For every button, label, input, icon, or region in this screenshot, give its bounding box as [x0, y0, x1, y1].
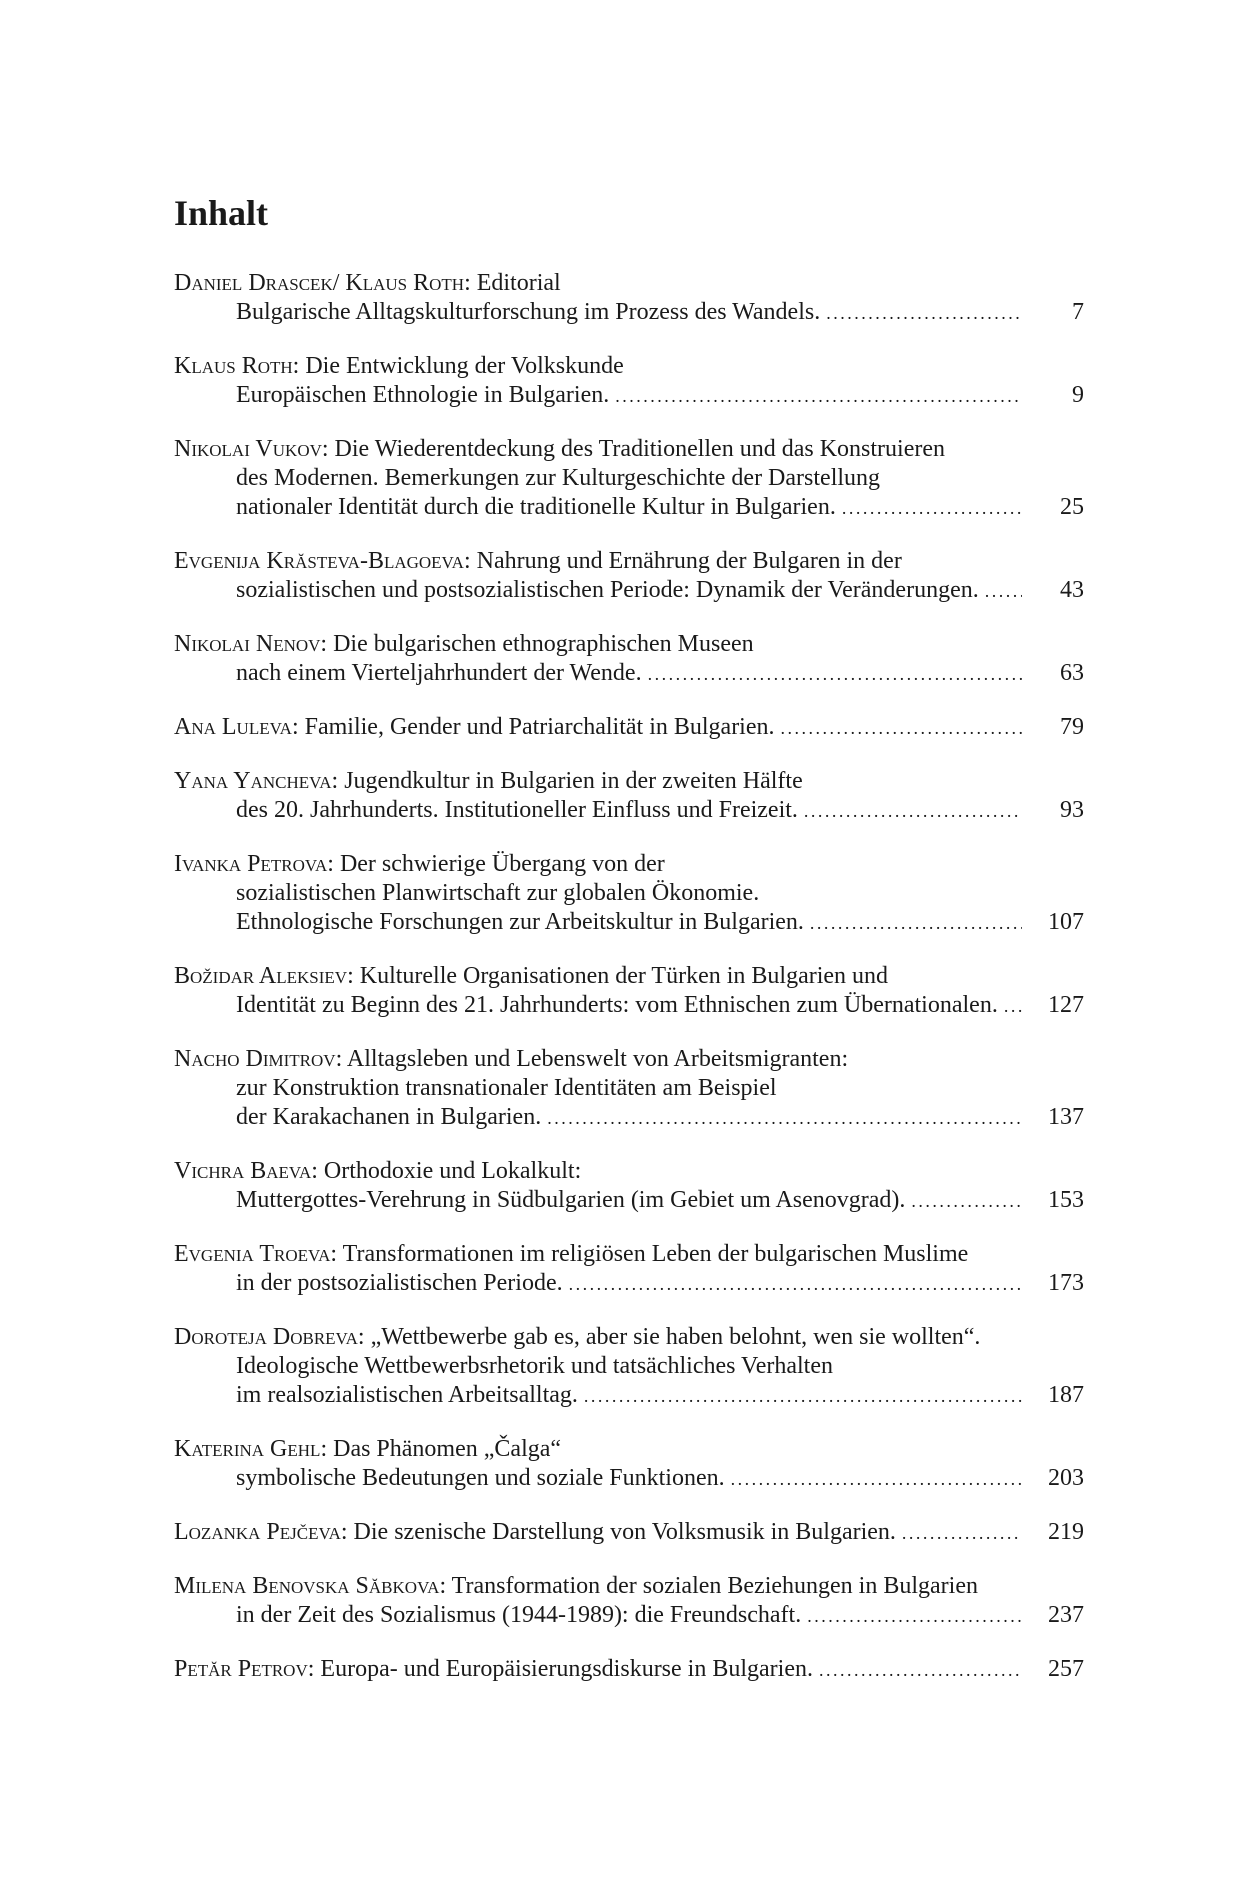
entry-title-line: in der postsozialistischen Periode. — [236, 1270, 563, 1296]
page-number: 25 — [1060, 494, 1084, 520]
entry-title-line: Muttergottes-Verehrung in Südbulgarien (im Gebiet um Asenovgrad). — [236, 1187, 906, 1213]
entry-author: Ivanka Petrova — [174, 851, 328, 877]
entry-title-line: des Modernen. Bemerkungen zur Kulturgeschichte der Darstellung — [236, 465, 881, 491]
dot-leader — [781, 714, 1023, 743]
entry-author: Yana Yancheva — [174, 768, 332, 794]
page-number: 237 — [1048, 1602, 1084, 1628]
page-number: 203 — [1048, 1465, 1084, 1491]
toc-list — [174, 269, 1094, 1685]
toc-entry — [174, 630, 1094, 689]
entry-author: Doroteja Dobreva — [174, 1324, 358, 1350]
dot-leader — [1004, 992, 1022, 1021]
dot-leader — [804, 797, 1022, 826]
entry-title-line: Ethnologische Forschungen zur Arbeitskultur in Bulgarien. — [236, 909, 804, 935]
dot-leader — [648, 660, 1022, 689]
entry-author: Evgenija Krăsteva-Blagoeva — [174, 548, 464, 574]
entry-author: Nacho Dimitrov — [174, 1046, 336, 1072]
entry-title-line: sozialistischen und postsozialistischen Periode: Dynamik der Veränderungen. — [236, 577, 979, 603]
entry-title-line: : Die Wiederentdeckung des Traditionellen und das Konstruieren — [321, 436, 945, 462]
entry-title-line: : Der schwierige Übergang von der — [327, 851, 665, 877]
toc-entry — [174, 767, 1094, 826]
toc-entry — [174, 1572, 1094, 1631]
toc-entry — [174, 1655, 1094, 1685]
entry-author: Klaus Roth — [174, 353, 293, 379]
entry-title-line: : Das Phänomen „Čalga“ — [320, 1436, 562, 1462]
entry-title-line: : Jugendkultur in Bulgarien in der zweiten Hälfte — [331, 768, 803, 794]
entry-title-line: : Die Entwicklung der Volkskunde — [292, 353, 624, 379]
entry-author: Milena Benovska Săbkova — [174, 1573, 440, 1599]
entry-title-line: : Europa- und Europäisierungsdiskurse in Bulgarien. — [307, 1656, 813, 1682]
dot-leader — [810, 909, 1022, 938]
toc-entry — [174, 435, 1094, 523]
entry-title-line: : Orthodoxie und Lokalkult: — [311, 1158, 582, 1184]
toc-entry — [174, 850, 1094, 938]
entry-author: Petăr Petrov — [174, 1656, 308, 1682]
dot-leader — [569, 1270, 1022, 1299]
page-number: 173 — [1048, 1270, 1084, 1296]
dot-leader — [819, 1656, 1022, 1685]
entry-title-line: : Familie, Gender und Patriarchalität in Bulgarien. — [291, 714, 775, 740]
page-number: 137 — [1048, 1104, 1084, 1130]
page-number: 93 — [1060, 797, 1084, 823]
entry-title-line: Identität zu Beginn des 21. Jahrhunderts: vom Ethnischen zum Übernationalen. — [236, 992, 998, 1018]
page-number: 43 — [1060, 577, 1084, 603]
dot-leader — [842, 494, 1022, 523]
page-title: Inhalt — [174, 193, 269, 233]
entry-author: Nikolai Nenov — [174, 631, 321, 657]
toc-entry — [174, 269, 1094, 328]
page-number: 107 — [1048, 909, 1084, 935]
dot-leader — [807, 1602, 1022, 1631]
entry-author: Božidar Aleksiev — [174, 963, 348, 989]
entry-title-line: Ideologische Wettbewerbsrhetorik und tatsächliches Verhalten — [236, 1353, 833, 1379]
entry-title-line: : „Wettbewerbe gab es, aber sie haben belohnt, wen sie wollten“. — [357, 1324, 981, 1350]
entry-title-line: : Die szenische Darstellung von Volksmusik in Bulgarien. — [340, 1519, 896, 1545]
entry-title-line: nationaler Identität durch die traditionelle Kultur in Bulgarien. — [236, 494, 836, 520]
entry-author: Daniel Drascek/ Klaus Roth — [174, 270, 465, 296]
entry-title-line: Bulgarische Alltagskulturforschung im Prozess des Wandels. — [236, 299, 821, 325]
entry-title-line: zur Konstruktion transnationaler Identitäten am Beispiel — [236, 1075, 777, 1101]
page-number: 9 — [1072, 382, 1084, 408]
page-number: 219 — [1048, 1519, 1084, 1545]
entry-author: Ana Luleva — [174, 714, 292, 740]
toc-entry — [174, 1045, 1094, 1133]
dot-leader — [615, 382, 1022, 411]
toc-entry — [174, 1240, 1094, 1299]
entry-title-line: des 20. Jahrhunderts. Institutioneller Einfluss und Freizeit. — [236, 797, 798, 823]
dot-leader — [731, 1465, 1022, 1494]
entry-title-line: sozialistischen Planwirtschaft zur globalen Ökonomie. — [236, 880, 760, 906]
page-number: 187 — [1048, 1382, 1084, 1408]
toc-entry — [174, 1518, 1094, 1548]
entry-title-line: : Kulturelle Organisationen der Türken in Bulgarien und — [347, 963, 889, 989]
entry-title-line: : Transformationen im religiösen Leben der bulgarischen Muslime — [330, 1241, 969, 1267]
entry-title-line: nach einem Vierteljahrhundert der Wende. — [236, 660, 642, 686]
page-number: 153 — [1048, 1187, 1084, 1213]
entry-title-line: : Nahrung und Ernährung der Bulgaren in der — [463, 548, 902, 574]
entry-title-line: symbolische Bedeutungen und soziale Funktionen. — [236, 1465, 725, 1491]
entry-title-line: : Die bulgarischen ethnographischen Museen — [320, 631, 754, 657]
entry-title-line: : Transformation der sozialen Beziehungen in Bulgarien — [439, 1573, 978, 1599]
entry-author: Lozanka Pejčeva — [174, 1519, 341, 1545]
dot-leader — [985, 577, 1022, 606]
entry-title-line: : Alltagsleben und Lebenswelt von Arbeitsmigranten: — [335, 1046, 849, 1072]
table-of-contents — [174, 193, 1094, 1709]
entry-author: Vichra Baeva — [174, 1158, 312, 1184]
page-number: 127 — [1048, 992, 1084, 1018]
toc-entry — [174, 962, 1094, 1021]
page-number: 7 — [1072, 299, 1084, 325]
toc-entry — [174, 352, 1094, 411]
entry-title-line: : Editorial — [464, 270, 561, 296]
entry-title-line: Europäischen Ethnologie in Bulgarien. — [236, 382, 610, 408]
page-number: 63 — [1060, 660, 1084, 686]
dot-leader — [584, 1382, 1022, 1411]
entry-author: Katerina Gehl — [174, 1436, 321, 1462]
toc-entry — [174, 1435, 1094, 1494]
entry-author: Evgenia Troeva — [174, 1241, 331, 1267]
dot-leader — [911, 1187, 1022, 1216]
dot-leader — [547, 1104, 1022, 1133]
page-number: 79 — [1060, 714, 1084, 740]
page-number: 257 — [1048, 1656, 1084, 1682]
toc-entry — [174, 1157, 1094, 1216]
toc-entry — [174, 713, 1094, 743]
entry-author: Nikolai Vukov — [174, 436, 322, 462]
toc-entry — [174, 1323, 1094, 1411]
dot-leader — [902, 1519, 1022, 1548]
entry-title-line: in der Zeit des Sozialismus (1944-1989): die Freundschaft. — [236, 1602, 802, 1628]
dot-leader — [826, 299, 1022, 328]
entry-title-line: im realsozialistischen Arbeitsalltag. — [236, 1382, 578, 1408]
entry-title-line: der Karakachanen in Bulgarien. — [236, 1104, 542, 1130]
toc-entry — [174, 547, 1094, 606]
